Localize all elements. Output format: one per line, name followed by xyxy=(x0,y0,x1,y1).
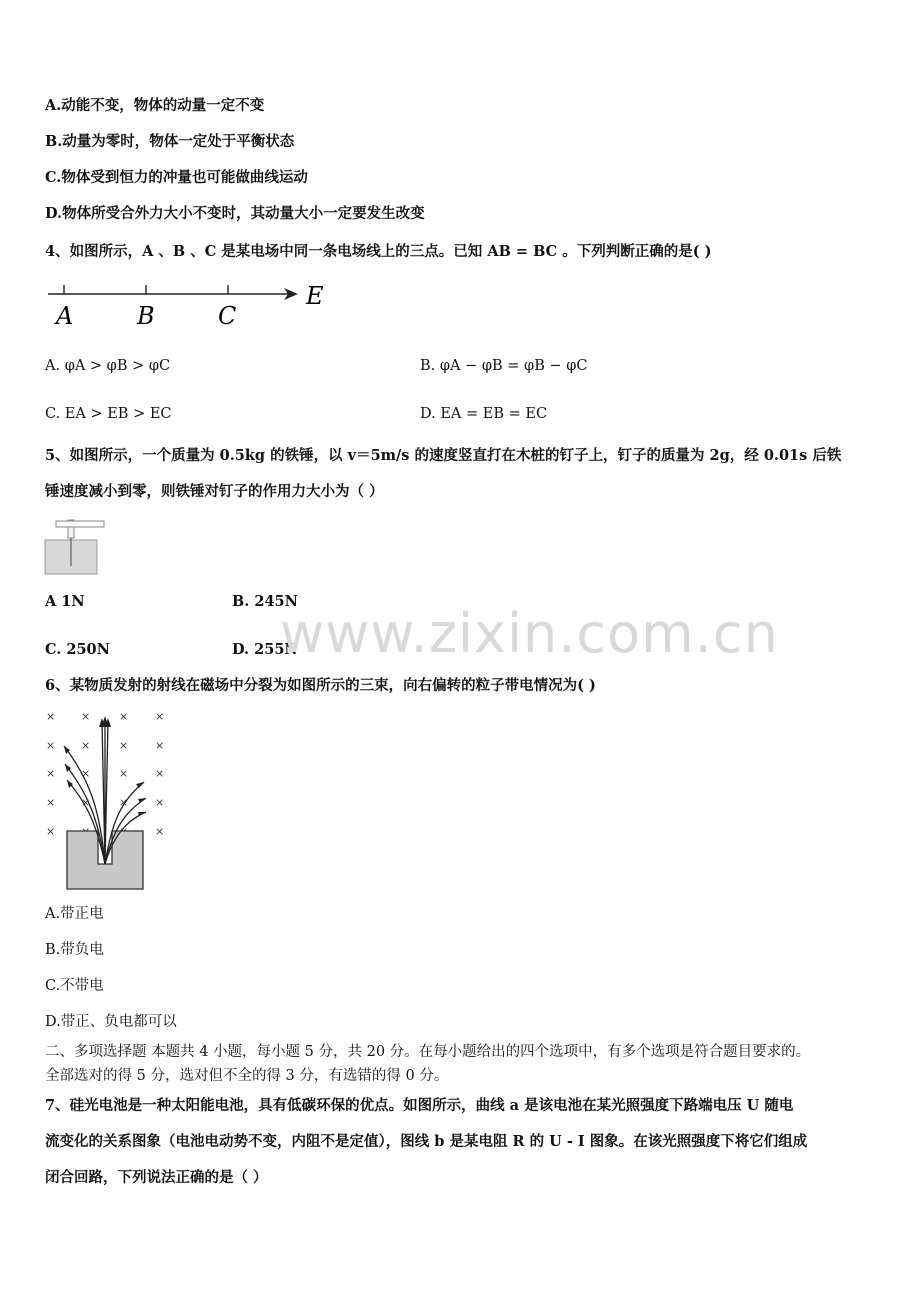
q4-option-d: D. EA = EB = EC xyxy=(420,406,548,422)
field-marker: × xyxy=(81,739,91,752)
field-marker: × xyxy=(155,739,165,752)
field-marker: × xyxy=(81,767,91,780)
q4-option-b: B. φA − φB = φB − φC xyxy=(420,358,588,374)
q3-option-a: A.动能不变，物体的动量一定不变 xyxy=(45,97,265,114)
q7-stem-line3: 闭合回路，下列说法正确的是（ ） xyxy=(45,1169,268,1186)
field-marker: × xyxy=(155,825,165,838)
watermark: www.zixin.com.cn xyxy=(280,602,779,665)
q6-stem: 6、某物质发射的射线在磁场中分裂为如图所示的三束，向右偏转的粒子带电情况为( ) xyxy=(45,677,596,694)
q6-option-d: D.带正、负电都可以 xyxy=(45,1014,177,1030)
field-marker: × xyxy=(81,796,91,809)
q3-option-b: B.动量为零时，物体一定处于平衡状态 xyxy=(45,133,295,150)
field-label-e: E xyxy=(306,282,324,310)
hammer-head xyxy=(56,521,104,527)
q6-option-c: C.不带电 xyxy=(45,978,104,994)
field-marker: × xyxy=(155,796,165,809)
point-label-b: B xyxy=(137,302,155,330)
q7-stem-line2: 流变化的关系图象（电池电动势不变，内阻不是定值），图线 b 是某电阻 R 的 U - I 图象。在该光照强度下将它们组成 xyxy=(45,1133,808,1150)
q6-option-a: A.带正电 xyxy=(45,906,104,922)
electric-field-line-figure xyxy=(40,280,340,332)
field-marker: × xyxy=(119,767,129,780)
section2-heading-line1: 二、多项选择题 本题共 4 小题，每小题 5 分，共 20 分。在每小题给出的四个选项中，有多个选项是符合题目要求的。 xyxy=(45,1044,811,1060)
q5-option-c: C. 250N xyxy=(45,641,110,658)
q3-option-c: C.物体受到恒力的冲量也可能做曲线运动 xyxy=(45,169,308,186)
q5-option-d: D. 255N xyxy=(232,641,298,658)
hammer-nail-figure xyxy=(44,516,108,576)
field-marker: × xyxy=(119,710,129,723)
q4-option-a: A. φA > φB > φC xyxy=(45,358,171,374)
q4-option-c: C. EA > EB > EC xyxy=(45,406,172,422)
point-label-c: C xyxy=(218,302,237,330)
field-marker: × xyxy=(155,767,165,780)
q4-stem: 4、如图所示，A 、B 、C 是某电场中同一条电场线上的三点。已知 AB = BC 。下列判断正确的是( ) xyxy=(45,243,712,260)
point-label-a: A xyxy=(56,302,74,330)
q5-option-a: A 1N xyxy=(45,593,85,610)
field-marker: × xyxy=(46,739,56,752)
field-marker: × xyxy=(46,767,56,780)
field-marker: × xyxy=(119,739,129,752)
field-marker: × xyxy=(46,796,56,809)
field-marker: × xyxy=(46,710,56,723)
q5-stem-line2: 锤速度减小到零，则铁锤对钉子的作用力大小为（ ） xyxy=(45,483,384,500)
q5-stem-line1: 5、如图所示，一个质量为 0.5kg 的铁锤，以 v＝5m/s 的速度竖直打在木桩的钉子上，钉子的质量为 2g，经 0.01s 后铁 xyxy=(45,447,842,464)
q3-option-d: D.物体所受合外力大小不变时，其动量大小一定要发生改变 xyxy=(45,205,425,222)
q6-option-b: B.带负电 xyxy=(45,942,104,958)
q5-option-b: B. 245N xyxy=(232,593,298,610)
field-marker: × xyxy=(155,710,165,723)
q7-stem-line1: 7、硅光电池是一种太阳能电池，具有低碳环保的优点。如图所示，曲线 a 是该电池在某光照强度下路端电压 U 随电 xyxy=(45,1097,794,1114)
field-marker: × xyxy=(81,710,91,723)
magnetic-field-rays-figure xyxy=(40,700,170,892)
field-marker: × xyxy=(46,825,56,838)
section2-heading-line2: 全部选对的得 5 分，选对但不全的得 3 分，有选错的得 0 分。 xyxy=(45,1068,449,1084)
field-marker: × xyxy=(119,796,129,809)
